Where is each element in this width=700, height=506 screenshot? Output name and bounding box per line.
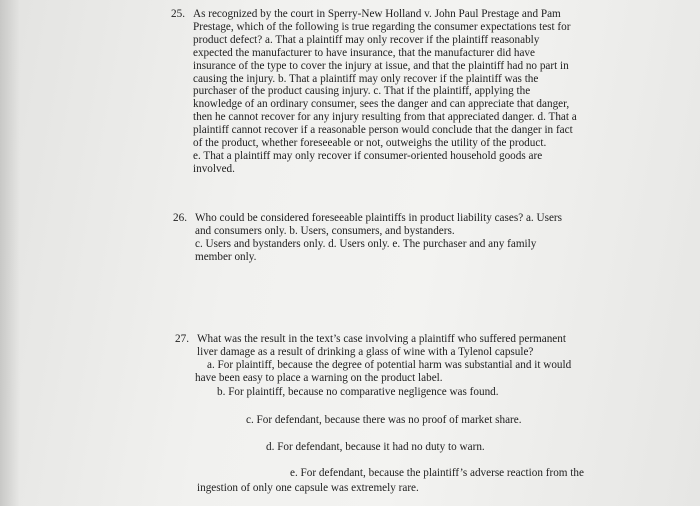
q27-option-e-cont (197, 482, 419, 495)
q25-line: As recognized by the court in Sperry-New Holland v. John Paul Prestage and Pam (193, 8, 561, 20)
q27-line: ingestion of only one capsule was extremely rare. (197, 482, 419, 494)
q27-line: b. For plaintiff, because no comparative negligence was found. (217, 386, 499, 398)
q25-line: Prestage, which of the following is true regarding the consumer expectations test for (193, 20, 571, 33)
q26-line: Who could be considered foreseeable plaintiffs in product liability cases? a. Users (195, 212, 562, 224)
q27-line: a. For plaintiff, because the degree of potential harm was substantial and it would (207, 359, 572, 371)
q27-line: have been easy to place a warning on the product label. (195, 372, 443, 384)
question-26-number: 26. (173, 212, 187, 224)
q27-option-a-cont (195, 372, 443, 385)
q27-option-e (290, 467, 584, 480)
question-27-number: 27. (175, 333, 189, 345)
question-27 (175, 333, 189, 346)
q27-line: liver damage as a result of drinking a glass of wine with a Tylenol capsule? (197, 345, 534, 358)
q25-line: causing the injury. b. That a plaintiff may only recover if the plaintiff was the (193, 72, 539, 85)
q25-line: insurance of the type to cover the injury at issue, and that the plaintiff had no part in (193, 59, 569, 72)
question-27-text (197, 333, 566, 359)
q25-line: purchaser of the product causing injury. c. That if the plaintiff, applying the (193, 85, 531, 98)
question-26-text (195, 212, 562, 264)
q25-line: of the product, whether foreseeable or not, outweighs the utility of the product. (193, 137, 547, 150)
q26-line: c. Users and bystanders only. d. Users only. e. The purchaser and any family (195, 237, 537, 250)
q25-line: involved. (193, 162, 235, 175)
q25-line: e. That a plaintiff may only recover if consumer-oriented household goods are (193, 149, 543, 162)
q27-line: d. For defendant, because it had no duty to warn. (266, 441, 485, 453)
q27-option-b (217, 386, 499, 399)
q27-line: What was the result in the text’s case involving a plaintiff who suffered permanent (197, 333, 566, 345)
q25-line: product defect? a. That a plaintiff may only recover if the plaintiff reasonably (193, 33, 540, 46)
question-26 (173, 212, 187, 225)
q25-line: then he cannot recover for any injury resulting from that appreciated danger. d. That a (193, 111, 577, 124)
question-25-text (193, 8, 577, 176)
page-edge-shadow (0, 0, 20, 506)
q27-option-c (246, 414, 522, 427)
q27-option-d (266, 441, 485, 454)
q26-line: and consumers only. b. Users, consumers, and bystanders. (195, 224, 455, 237)
question-25 (171, 8, 185, 21)
q27-line: e. For defendant, because the plaintiff’s adverse reaction from the (290, 467, 584, 479)
q25-line: knowledge of an ordinary consumer, sees the danger and can appreciate that danger, (193, 98, 570, 111)
question-25-number: 25. (171, 8, 185, 20)
q27-option-a (207, 359, 571, 372)
q26-line: member only. (195, 250, 257, 263)
q25-line: plaintiff cannot recover if a reasonable person would conclude that the danger in fact (193, 124, 573, 137)
q25-line: expected the manufacturer to have insurance, that the manufacturer did have (193, 46, 535, 59)
q27-line: c. For defendant, because there was no proof of market share. (246, 414, 522, 426)
